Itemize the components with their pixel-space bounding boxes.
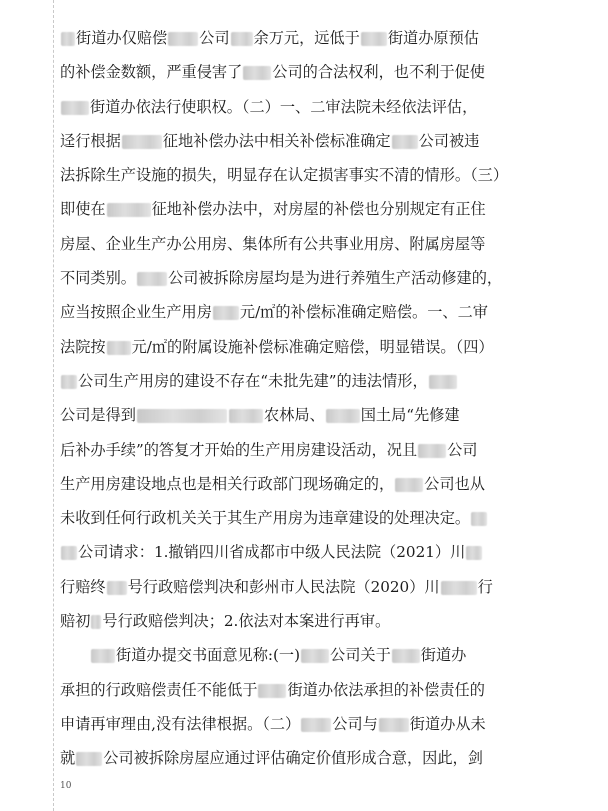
text-segment: 生产用房建设地点也是相关行政部门现场确定的， bbox=[60, 474, 395, 493]
text-segment: 街道办原预估 bbox=[387, 29, 479, 47]
text-segment: 承担的行政赔偿责任不能低于 bbox=[60, 680, 258, 699]
redaction bbox=[466, 546, 482, 560]
text-line bbox=[60, 21, 560, 55]
text-segment: 不同类别。 bbox=[60, 269, 136, 288]
text-line bbox=[60, 330, 560, 364]
redaction bbox=[471, 512, 487, 526]
text-line bbox=[60, 433, 560, 467]
text-line bbox=[60, 124, 560, 158]
text-segment: 公司 bbox=[447, 440, 478, 459]
text-segment: 公司与 bbox=[332, 714, 378, 733]
text-line bbox=[60, 192, 560, 226]
text-segment: 公司的合法权利，也不利于促使 bbox=[272, 63, 485, 82]
text-segment: 公司生产用房的建设不存在“未批先建”的违法情形， bbox=[78, 371, 428, 390]
redaction bbox=[301, 649, 329, 663]
text-line bbox=[60, 673, 560, 707]
redaction bbox=[122, 135, 162, 149]
redaction bbox=[61, 375, 77, 389]
text-segment: 街道办 bbox=[420, 646, 467, 665]
text-segment: 街道办依法行使职权。（二）一、二审法院未经依法评估， bbox=[90, 97, 478, 116]
text-segment: 赔初 bbox=[60, 612, 91, 631]
redaction bbox=[395, 478, 423, 492]
text-segment: 的补偿金数额，严重侵害了 bbox=[60, 63, 243, 82]
text-segment: 号行政赔偿判决和彭州市人民法院（2020）川 bbox=[127, 577, 440, 596]
text-segment: 房屋、企业生产办公用房、集体所有公共事业用房、附属房屋等 bbox=[60, 234, 486, 253]
text-line bbox=[60, 741, 560, 775]
text-segment: 元/㎡的补偿标准确定赔偿。一、二审 bbox=[239, 303, 488, 322]
redaction bbox=[137, 409, 227, 423]
text-segment: 迳行根据 bbox=[60, 131, 121, 150]
text-segment: 公司被违 bbox=[418, 131, 480, 150]
redaction bbox=[441, 581, 477, 595]
text-segment: 就 bbox=[60, 749, 76, 768]
text-line bbox=[60, 604, 560, 638]
redaction bbox=[326, 409, 360, 423]
margin-guide-line bbox=[53, 0, 54, 811]
text-segment: 街道办仅赔偿 bbox=[76, 29, 168, 47]
page-number: 10 bbox=[60, 781, 72, 791]
redaction bbox=[107, 581, 127, 595]
text-segment: 农林局、 bbox=[263, 406, 325, 425]
redaction bbox=[392, 135, 418, 149]
text-line bbox=[60, 55, 560, 89]
text-segment: 公司关于 bbox=[330, 646, 391, 665]
text-line bbox=[60, 501, 560, 535]
text-segment: 行 bbox=[477, 577, 493, 596]
text-line bbox=[60, 261, 560, 295]
text-segment: 法院按 bbox=[60, 337, 106, 356]
redaction bbox=[379, 718, 409, 732]
text-line bbox=[60, 467, 560, 501]
redaction bbox=[61, 546, 77, 560]
text-segment: 行赔终 bbox=[60, 577, 106, 596]
document-body bbox=[60, 21, 560, 776]
redaction bbox=[61, 32, 75, 46]
text-segment: 街道办依法承担的补偿责任的 bbox=[287, 680, 485, 699]
text-segment: 国土局“先修建 bbox=[360, 406, 460, 425]
redaction bbox=[91, 615, 101, 629]
redaction bbox=[137, 272, 167, 286]
text-segment: 法拆除生产设施的损失，明显存在认定损害事实不清的情形。（三） bbox=[60, 166, 509, 185]
text-segment: 公司请求：1.撤销四川省成都市中级人民法院（2021）川 bbox=[78, 543, 466, 562]
redaction bbox=[361, 32, 387, 46]
text-line bbox=[60, 227, 560, 261]
redaction bbox=[258, 684, 286, 698]
redaction bbox=[231, 32, 253, 46]
text-segment: 公司也从 bbox=[424, 474, 485, 493]
text-line bbox=[60, 707, 560, 741]
text-segment: 申请再审理由,没有法律根据。（二） bbox=[60, 714, 301, 733]
text-segment: 即使在 bbox=[60, 200, 106, 219]
redaction bbox=[168, 32, 198, 46]
redaction bbox=[429, 375, 457, 389]
text-segment: 公司被拆除房屋应通过评估确定价值形成合意，因此，剑 bbox=[103, 749, 483, 768]
redaction bbox=[107, 203, 151, 217]
text-line bbox=[60, 90, 560, 124]
text-line bbox=[60, 570, 560, 604]
redaction bbox=[107, 341, 131, 355]
text-segment: 未收到任何行政机关关于其生产用房为违章建设的处理决定。 bbox=[60, 509, 471, 528]
text-line bbox=[60, 535, 560, 569]
text-segment: 公司是得到 bbox=[60, 406, 136, 425]
text-line bbox=[60, 158, 560, 192]
text-segment: 街道办从未 bbox=[409, 714, 486, 733]
text-segment: 后补办手续”的答复才开始的生产用房建设活动，况且 bbox=[60, 440, 418, 459]
redaction bbox=[392, 649, 420, 663]
redaction bbox=[61, 101, 89, 115]
text-segment: 公司 bbox=[199, 29, 230, 47]
text-line bbox=[60, 295, 560, 329]
text-segment: 余万元，远低于 bbox=[253, 29, 360, 47]
text-line bbox=[60, 364, 560, 398]
redaction bbox=[76, 752, 102, 766]
text-segment: 号行政赔偿判决；2.依法对本案进行再审。 bbox=[102, 612, 391, 631]
text-segment: 街道办提交书面意见称:(一) bbox=[116, 646, 301, 665]
redaction bbox=[213, 306, 239, 320]
text-line bbox=[60, 398, 560, 432]
redaction bbox=[229, 409, 263, 423]
text-segment: 应当按照企业生产用房 bbox=[60, 303, 212, 322]
redaction bbox=[243, 66, 271, 80]
text-segment: 元/㎡的附属设施补偿标准确定赔偿，明显错误。（四） bbox=[131, 337, 494, 356]
text-segment: 征地补偿办法中相关补偿标准确定 bbox=[162, 131, 391, 150]
redaction bbox=[91, 649, 115, 663]
redaction bbox=[418, 444, 446, 458]
redaction bbox=[301, 718, 331, 732]
text-segment: 公司被拆除房屋均是为进行养殖生产活动修建的， bbox=[167, 269, 503, 288]
text-segment: 征地补偿办法中，对房屋的补偿也分别规定有正住 bbox=[151, 200, 486, 219]
text-line bbox=[60, 638, 560, 672]
